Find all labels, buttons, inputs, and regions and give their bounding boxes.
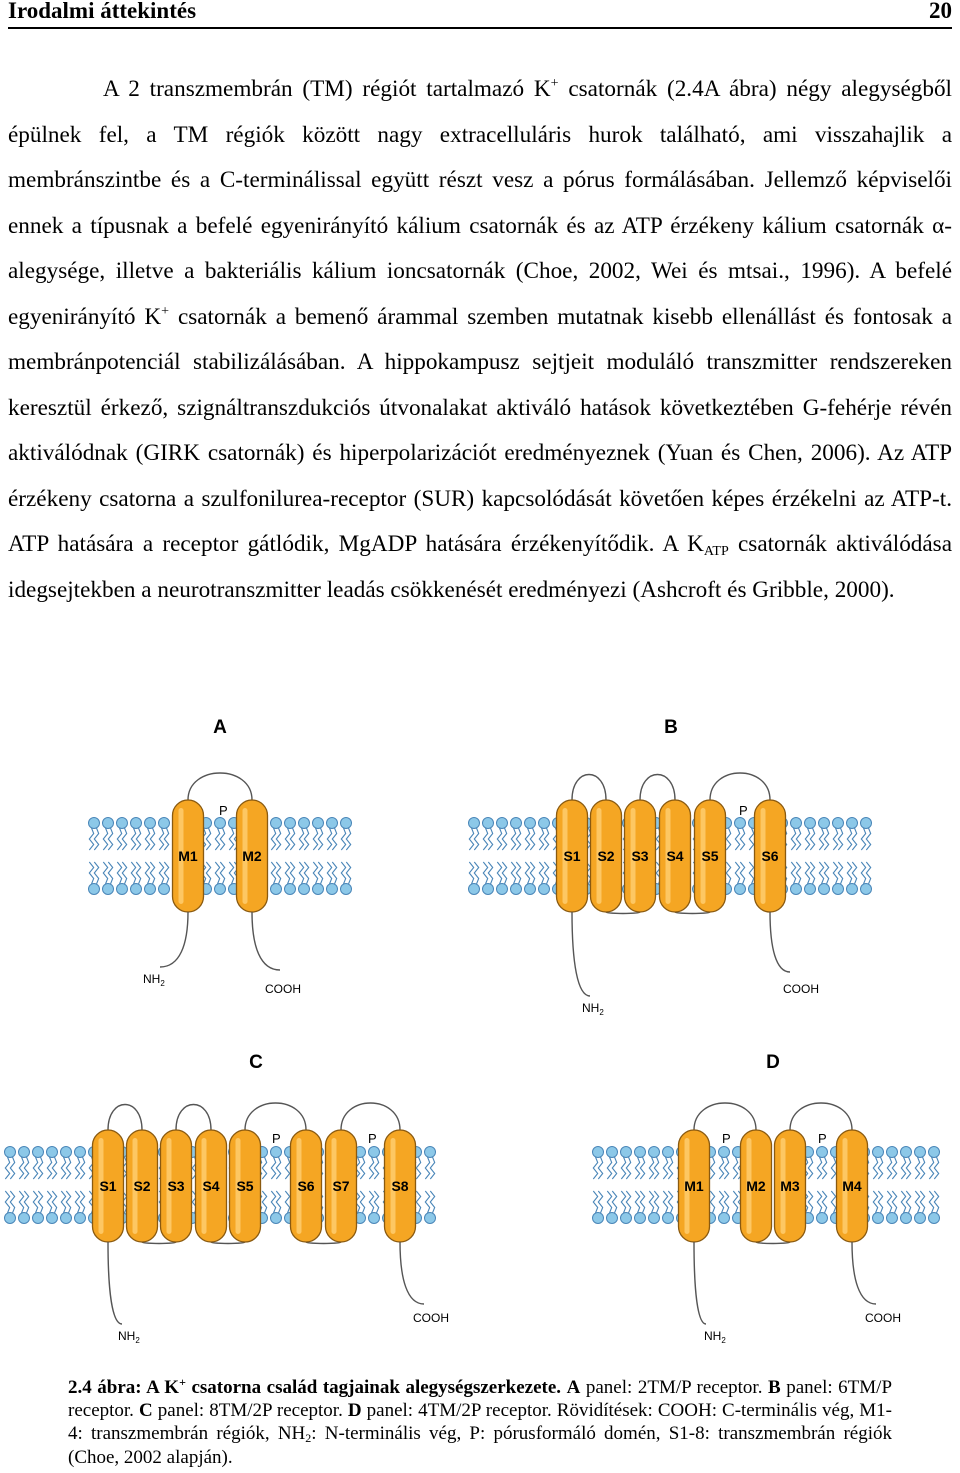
c-terminus-label: COOH [783,982,819,996]
panel-letter-a: A [213,717,227,738]
caption-b-letter: B [767,1377,781,1398]
helix-label: S6 [761,848,779,864]
c-tail [852,1242,876,1304]
helix-label: S8 [391,1178,409,1194]
c-terminus-label: COOH [865,1311,901,1325]
panel-letter-b: B [664,717,678,738]
helix-label: M3 [780,1178,800,1194]
helix-label: S3 [631,848,649,864]
body-text-2: csatornák (2.4A ábra) négy alegységből épülnek fel, a TM régiók között nagy extracelluláris hurok található, ami visszahajlik a membránszintbe és a C-terminálissal együtt részt vesz a pórus formálásában. Jellemző képviselői ennek a típusnak a befelé egyenirányító kálium csatornák és az ATP érzékeny kálium csatornák [8,76,952,239]
body-sup-1: + [550,76,559,91]
loop [606,912,640,914]
tm-helix [755,800,786,912]
body-text-4: csatornák a bemenő árammal szemben mutatnak kisebb ellenállást és fontosak a membránpotenciál stabilizálásában. A hippokampusz sejtjeit moduláló transzmitter rendszereken keresztül érkező, szignáltranszdukciós útvonalakat aktiváló hatások következtében G-fehérje révén aktiválódnak (GIRK csatornák) és hiperpolarizációt eredményeznek (Yuan és Chen, 2006). Az ATP érzékeny csatorna a szulfonilurea-receptor (SUR) kapcsolódását követően képes érzékelni az ATP-t. ATP hatására a receptor gátlódik, MgADP hatására érzékenyítődik. A K [8,303,952,557]
caption-end-text: : N-terminális vég, P: pórusformáló domén, S1-8: transzmembrán régiók (Choe, 2002 alapján). [68,1423,892,1468]
n-terminus-label: $NH_2$ [118,1329,140,1345]
pore-loop [245,1103,306,1130]
tm-helix [326,1130,357,1242]
body-paragraph [8,67,952,613]
helix-label: S2 [133,1178,151,1194]
pore-label: P [272,1131,281,1146]
lipid-bilayer [89,818,352,895]
helix-label: S2 [597,848,615,864]
c-tail [400,1242,424,1304]
tm-helix [557,800,588,912]
tm-helix [695,800,726,912]
helix-label: S7 [332,1178,350,1194]
pore-label: P [368,1131,377,1146]
n-terminus-label: $NH_2$ [704,1329,726,1345]
helix-label: S1 [99,1178,117,1194]
tm-helix [237,800,268,912]
caption-sup: + [179,1375,186,1389]
body-text-5: csatornák aktiválódása idegsejtekben a neurotranszmitter leadás csökkenését eredményezi (Ashcroft és Gribble, 2000). [8,531,952,603]
pore-label: P [722,1131,731,1146]
body-text-1: A 2 transzmembrán (TM) régiót tartalmazó K [103,76,551,102]
tm-helix [173,800,204,912]
body-sub-atp: ATP [703,544,729,559]
header-rule [8,27,952,29]
c-terminus-label: COOH [265,982,301,996]
helix-label: S5 [701,848,719,864]
loop [572,775,606,801]
helix-label: M2 [242,848,262,864]
loop [176,1105,211,1131]
pore-loop [710,773,770,800]
tm-helix [93,1130,124,1242]
loop [640,775,675,801]
tm-helix [385,1130,416,1242]
c-tail [252,912,280,970]
caption-c-letter: C [138,1400,153,1422]
loop [675,912,710,914]
panel-letter-c: C [249,1052,263,1073]
loop [142,1242,176,1244]
caption-c-text: panel: 8TM/2P receptor. [152,1400,348,1422]
n-tail [694,1242,706,1324]
caption-label: 2.4 ábra: A K [68,1377,180,1398]
body-text-3: -alegysége, illetve a bakteriális kálium ioncsatornák (Choe, 2002, Wei és mtsai., 1996). A befelé egyenirányító K [8,212,952,330]
caption-title: csatorna család tagjainak alegységszerkezete. [185,1377,562,1398]
loop [756,1242,790,1244]
alpha-symbol: α [932,212,945,239]
loop [306,1242,341,1244]
channel-topology-figure [0,700,960,1360]
tm-helix [230,1130,261,1242]
pore-label: P [818,1131,827,1146]
helix-label: M4 [842,1178,862,1194]
pore-loop [188,773,252,800]
caption-a-letter: A [566,1377,581,1398]
tm-helix [741,1130,772,1242]
helix-label: M1 [684,1178,704,1194]
helix-label: S5 [236,1178,254,1194]
pore-label: P [219,803,228,818]
tm-helix [291,1130,322,1242]
n-tail [160,912,188,967]
tm-helix [127,1130,158,1242]
c-tail [770,912,790,972]
tm-helix [775,1130,806,1242]
c-terminus-label: COOH [413,1311,449,1325]
tm-helix [679,1130,710,1242]
page-number: 20 [929,0,952,23]
figure-caption [68,1376,892,1469]
n-tail [108,1242,122,1324]
n-tail [572,912,590,996]
tm-helix [196,1130,227,1242]
body-sup-2: + [161,303,170,319]
tm-helix [591,800,622,912]
section-title: Irodalmi áttekintés [8,0,197,23]
helix-label: S1 [563,848,581,864]
page-header [8,0,952,26]
tm-helix [161,1130,192,1242]
panel-letter-d: D [766,1052,780,1073]
pore-loop [790,1103,852,1130]
caption-d-text: panel: 4TM/2P receptor. Rövidítések: COOH: C-terminális vég, M1-4: transzmembrán régiók, NH [68,1400,892,1445]
caption-d-letter: D [347,1400,362,1422]
pore-loop [694,1103,756,1130]
helix-label: S3 [167,1178,185,1194]
helix-label: S4 [666,848,684,864]
pore-loop [341,1103,400,1130]
loop [211,1242,245,1244]
caption-sub: 2 [305,1431,312,1446]
pore-label: P [739,803,748,818]
tm-helix [660,800,691,912]
helix-label: S4 [202,1178,220,1194]
n-terminus-label: $NH_2$ [582,1001,604,1017]
helix-label: M1 [178,848,198,864]
caption-a-text: panel: 2TM/P receptor. [580,1377,768,1398]
tm-helix [837,1130,868,1242]
helix-label: M2 [746,1178,766,1194]
caption-b-text: panel: 6TM/P receptor. [68,1377,893,1422]
tm-helix [625,800,656,912]
loop [108,1105,142,1131]
n-terminus-label: $NH_2$ [143,972,165,988]
helix-label: S6 [297,1178,315,1194]
